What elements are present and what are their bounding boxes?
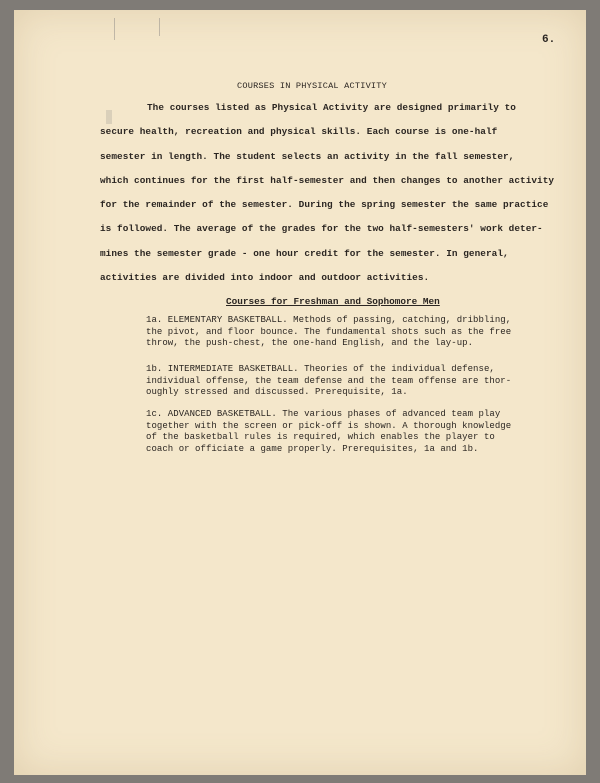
intro-line: activities are divided into indoor and outdoor activities.	[100, 272, 430, 284]
course-line: 1b. INTERMEDIATE BASKETBALL. Theories of the individual defense,	[146, 364, 495, 374]
document-page	[14, 10, 586, 775]
course-line: oughly stressed and discussed. Prerequisite, 1a.	[146, 387, 408, 398]
intro-line: mines the semester grade - one hour credit for the semester. In general,	[100, 247, 509, 259]
section-subtitle: Courses for Freshman and Sophomore Men	[226, 296, 440, 307]
course-line: 1c. ADVANCED BASKETBALL. The various phases of advanced team play	[146, 409, 501, 419]
course-line: the pivot, and floor bounce. The fundamental shots such as the free	[146, 326, 512, 337]
intro-line: for the remainder of the semester. During the spring semester the same practice	[100, 199, 549, 211]
course-line: together with the screen or pick-off is shown. A thorough knowledge	[146, 420, 512, 431]
pencil-mark	[114, 18, 115, 40]
page-title: COURSES IN PHYSICAL ACTIVITY	[237, 81, 387, 91]
course-entry-1a	[146, 315, 566, 350]
intro-line: secure health, recreation and physical skills. Each course is one-half	[100, 126, 498, 138]
course-line: of the basketball rules is required, which enables the player to	[146, 432, 495, 443]
course-entry-1c	[146, 409, 566, 455]
course-line: coach or officiate a game properly. Prerequisites, 1a and 1b.	[146, 443, 479, 454]
pencil-mark	[159, 18, 160, 36]
intro-paragraph	[100, 102, 560, 296]
course-line: 1a. ELEMENTARY BASKETBALL. Methods of passing, catching, dribbling,	[146, 315, 512, 325]
intro-line: semester in length. The student selects an activity in the fall semester,	[100, 150, 515, 162]
course-line: throw, the push-chest, the one-hand English, and the lay-up.	[146, 338, 474, 349]
intro-line: The courses listed as Physical Activity are designed primarily to	[147, 102, 516, 113]
intro-line: which continues for the first half-semester and then changes to another activity	[100, 174, 555, 186]
course-entry-1b	[146, 364, 566, 399]
intro-line: is followed. The average of the grades for the two half-semesters' work deter-	[100, 223, 543, 235]
course-line: individual offense, the team defense and the team offense are thor-	[146, 375, 512, 386]
page-number: 6.	[542, 34, 556, 46]
